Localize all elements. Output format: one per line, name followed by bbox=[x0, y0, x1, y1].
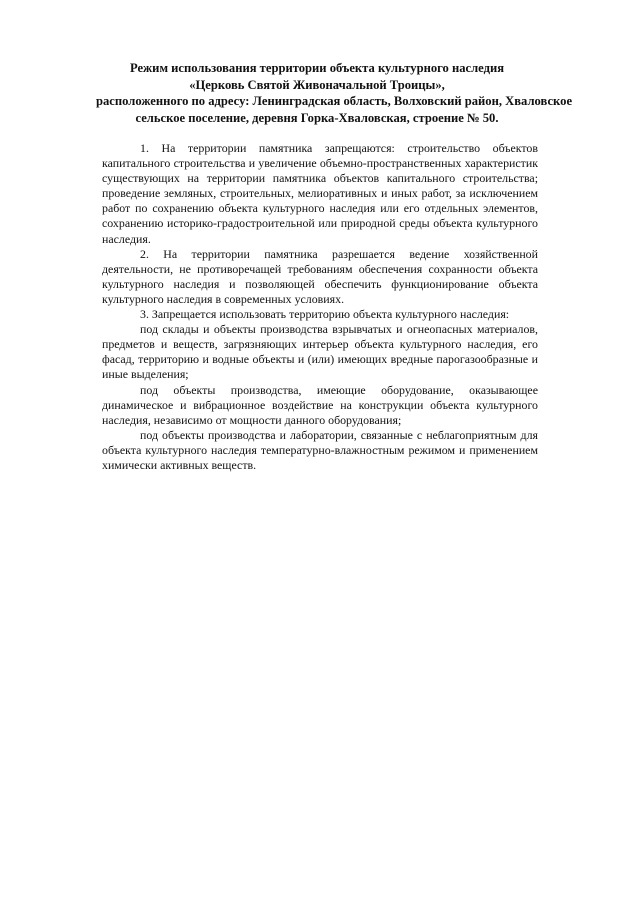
title-line: расположенного по адресу: Ленинградская область, Волховский район, Хваловское bbox=[96, 94, 573, 108]
document-title bbox=[96, 60, 573, 126]
document-body bbox=[102, 141, 538, 473]
paragraph-permissions: 2. На территории памятника разрешается ведение хозяйственной деятельности, не противоречащей требованиям обеспечения сохранности объекта культурного наследия и позволяющей обеспечить функционирование объекта культурного наследия в современных условиях. bbox=[102, 246, 538, 306]
title-line: «Церковь Святой Живоначальной Троицы», bbox=[189, 77, 445, 92]
list-item-production-equipment: под объекты производства, имеющие оборудование, оказывающее динамическое и вибрационное воздействие на конструкции объекта культурного наследия, независимо от мощности данного оборудования; bbox=[102, 382, 538, 427]
list-item-warehouses: под склады и объекты производства взрывчатых и огнеопасных материалов, предметов и веществ, загрязняющих интерьер объекта культурного наследия, его фасад, территорию и водные объекты и (или) имеющих вредные парогазообразные и иные выделения; bbox=[102, 322, 538, 382]
title-line: Режим использования территории объекта культурного наследия bbox=[129, 61, 505, 75]
paragraph-prohibitions: 1. На территории памятника запрещаются: строительство объектов капитального строительства и увеличение объемно-пространственных характеристик существующих на территории памятника объектов капитального строительства; проведение земляных, строительных, мелиоративных и иных работ, за исключением работ по сохранению объекта культурного наследия или его отдельных элементов, сохранению историко-градостроительной или природной среды объекта культурного наследия. bbox=[102, 141, 538, 246]
paragraph-use-restrictions: 3. Запрещается использовать территорию объекта культурного наследия: bbox=[140, 307, 510, 322]
title-line: сельское поселение, деревня Горка-Хваловская, строение № 50. bbox=[135, 110, 499, 125]
list-item-laboratories: под объекты производства и лаборатории, связанные с неблагоприятным для объекта культурного наследия температурно-влажностным режимом и применением химически активных веществ. bbox=[102, 427, 538, 472]
